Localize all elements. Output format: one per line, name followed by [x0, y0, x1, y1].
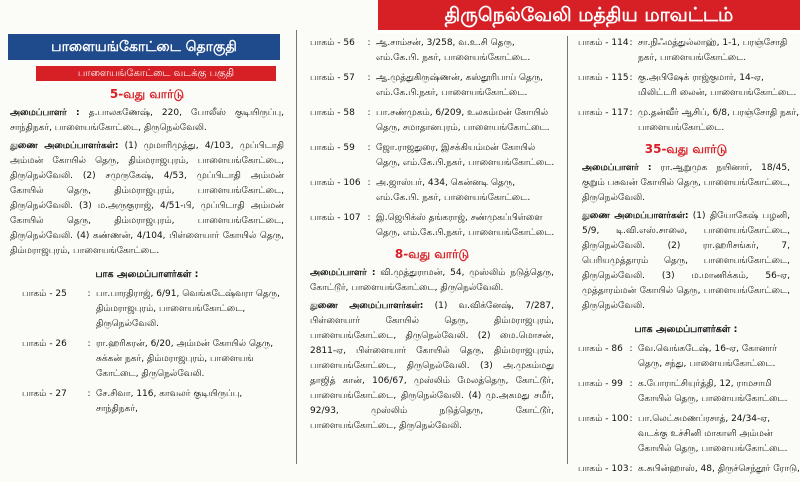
booth-organizer: பா.பாரதிராஜ், 6/91, வெங்கடேஷ்வரா தெரு, திம்மராஜபுரம், பாளையங்கோட்டை, திருநெல்வேலி.: [96, 289, 280, 329]
booth-number: பாகம் - 115: [578, 73, 629, 83]
deputies-text: (1) முமாரிமுத்து, 4/103, முப்பிடாதி அம்மன் கோயில் தெரு, திம்மராஜபுரம், பாளையங்கோட்டை, திருநெல்வேலி. (2) சமுருகேஷ், 4/53, முப்பிடாதி அம்மன் கோயில் தெரு, திம்மராஜபுரம், பாளையங்கோட்டை, திருநெல்வேலி. (3) ம.அருகுராஜ், 4/51-பி, முப்பிடாதி அம்மன் கோயில் தெரு, திம்மராஜபுரம், பாளையங்கோட்டை, திருநெல்வேலி. (4) கண்ணன், 4/104, பிள்ளையார் கோயில் தெரு, திம்மராஜபுரம், பாளையங்கோட்டை.: [10, 141, 284, 256]
organizer-paragraph: [582, 161, 790, 206]
column-1: [0, 30, 294, 422]
booth-number: பாகம் - 26: [22, 339, 67, 349]
deputies-label: துணை அமைப்பாளர்கள்:: [582, 211, 689, 221]
separator: :: [629, 73, 633, 83]
separator: :: [87, 339, 91, 349]
column-divider: [296, 30, 297, 464]
booth-row: [0, 387, 294, 417]
separator: :: [367, 178, 371, 188]
booth-number: பாகம் - 25: [22, 289, 67, 299]
organizer-text: ரா.ஆறுமுக நயினார், 18/45, குறும் பசுவன் கோயில் தெரு, பாளையங்கோட்டை, திருநெல்வேலி.: [582, 163, 790, 203]
district-banner: திருநெல்வேலி மத்திய மாவட்டம்: [378, 0, 800, 33]
separator: :: [629, 344, 633, 354]
booth-number: பாகம் - 58: [310, 108, 355, 118]
separator: :: [629, 38, 633, 48]
column-divider: [567, 36, 568, 464]
deputies-paragraph: [310, 299, 554, 434]
booth-row: [572, 342, 800, 372]
booth-row: [572, 412, 800, 457]
separator: :: [367, 143, 371, 153]
column-3: [572, 36, 800, 482]
booth-organizer: சா.நிஃமத்துல்லாஹ், 1-1, பரஞ்சோதி நகர், பாளையங்கோட்டை.: [638, 38, 788, 63]
deputies-text: (1) தியோகேஷ் பழனி, 5/9, டி.வி.எஸ்.சாலை, பாளையங்கோட்டை, திருநெல்வேலி. (2) ரா.ஹரிசங்கர், 7, பெரியமுத்தாரம் தெரு, பாளையங்கோட்டை, திருநெல்வேலி. (3) ம.மாணிக்கம், 56-ஏ, முத்தாரம்மன் கோயில் தெரு, பாளையங்கோட்டை, திருநெல்வேலி.: [582, 211, 790, 311]
separator: :: [367, 73, 371, 83]
booth-number: பாகம் - 56: [310, 38, 355, 48]
booth-row: [300, 106, 564, 136]
separator: :: [87, 389, 91, 399]
booth-number: பாகம் - 27: [22, 389, 67, 399]
booth-organizer: ஆ.முத்துகிருஷ்ணன், கஸ்தூரிபாய் தெரு, எம்.கே.பி.நகர், பாளையங்கோட்டை.: [376, 73, 544, 98]
deputies-label: துணை அமைப்பாளர்கள்:: [310, 301, 424, 311]
organizer-label: அமைப்பாளர் :: [310, 268, 376, 278]
booth-row: [300, 176, 564, 206]
booth-row: [0, 287, 294, 332]
booth-organizer: பா.சண்முகம், 6/209, உலகம்மன் கோயில் தெரு, சமாதானபுரம், பாளையங்கோட்டை.: [376, 108, 550, 133]
deputies-paragraph: [10, 139, 284, 259]
ward-title: 8-வது வார்டு: [394, 247, 470, 261]
separator: :: [367, 213, 371, 223]
booth-organizer: ஜோ.ராஜதுரை, இசக்கியம்மன் கோயில் தெரு, எம்.கே.பி.நகர், பாளையங்கோட்டை.: [376, 143, 555, 168]
booth-row: [300, 71, 564, 101]
organizer-text: த.பாலகணேஷ், 220, போலீஸ் குடியிருப்பு, சாந்திநகர், பாளையங்கோட்டை, திருநெல்வேலி.: [10, 108, 284, 133]
separator: :: [367, 38, 371, 48]
booth-organizer: வே.வெங்கடேஷ், 16-ஏ, கோனார் தெரு, சந்து, பாளையங்கோட்டை.: [638, 344, 777, 369]
ward-title: 5-வது வார்டு: [109, 87, 185, 101]
booth-number: பாகம் - 57: [310, 73, 355, 83]
constituency-header: பாளையங்கோட்டை தொகுதி: [8, 34, 280, 60]
organizer-label: அமைப்பாளர் :: [582, 163, 652, 173]
deputies-paragraph: [582, 209, 790, 314]
booth-organizer: க.போராட்சியுர்த்தி, 12, ராமசாமி கோயில் தெரு, பாளையங்கோட்டை.: [638, 379, 788, 404]
organizer-label: அமைப்பாளர் :: [10, 108, 80, 118]
separator: :: [629, 414, 633, 424]
booth-organizer: கு.அபிஷேக் ராஜ்குமார், 14-ஏ, மிலிட்டரி லைன், பாளையங்கோட்டை.: [638, 73, 797, 98]
booth-row: [572, 462, 800, 477]
booth-organizer: மு.தன்வீர் ஆசிப், 6/8, பரஞ்சோதி நகர், பாளையங்கோட்டை.: [638, 108, 800, 133]
booth-number: பாகம் - 117: [578, 108, 629, 118]
booth-number: பாகம் - 59: [310, 143, 355, 153]
booth-row: [572, 71, 800, 101]
separator: :: [629, 108, 633, 118]
ward-title: 35-வது வார்டு: [644, 142, 728, 156]
booth-organizer: பா.லெட்சுமணப்ரசாத், 24/34-ஏ, வடக்கு உச்சினி மாகாளி அம்மன் கோயில் தெரு, பாளையங்கோட்டை.: [638, 414, 788, 454]
booth-organizer: ஆ.சாம்சன், 3/258, வ.உ.சி தெரு, எம்.கே.பி. நகர், பாளையங்கோட்டை.: [376, 38, 531, 63]
area-subheader: பாளையங்கோட்டை வடக்கு பகுதி: [36, 66, 276, 81]
booth-row: [300, 36, 564, 66]
separator: :: [629, 464, 633, 474]
separator: :: [367, 108, 371, 118]
booth-organizer: சே.சிவா, 116, காவலர் குடியிருப்பு, சாந்திநகர்,: [96, 389, 243, 414]
booth-number: பாகம் - 106: [310, 178, 361, 188]
booth-row: [572, 36, 800, 66]
booth-row: [0, 337, 294, 382]
booth-organizer: அ.ஜாஸ்பர், 434, கென்னடி தெரு, எம்.கே.பி. நகர், பாளையங்கோட்டை.: [376, 178, 531, 203]
organizer-paragraph: [310, 266, 554, 296]
separator: :: [629, 379, 633, 389]
booth-number: பாகம் - 100: [578, 414, 629, 424]
column-2: [300, 36, 564, 437]
booth-organizers-heading: பாக அமைப்பாளர்கள் :: [634, 324, 738, 335]
separator: :: [87, 289, 91, 299]
booth-number: பாகம் - 99: [578, 379, 623, 389]
organizer-paragraph: [10, 106, 284, 136]
booth-number: பாகம் - 114: [578, 38, 629, 48]
booth-row: [300, 141, 564, 171]
booth-number: பாகம் - 103: [578, 464, 629, 474]
booth-row: [572, 377, 800, 407]
booth-row: [572, 106, 800, 136]
booth-row: [300, 211, 564, 241]
booth-organizer: க.சுபின்ஹாஸ், 48, திருச்செந்தூர் ரோடு,: [638, 464, 800, 474]
booth-organizer: இ.ஜெபிக்ஸ் தங்கராஜ், சண்முகப்பிள்ளை தெரு, எம்.கே.பி.நகர், பாளையங்கோட்டை.: [376, 213, 555, 238]
booth-organizer: ரா.ஹரிகரன், 6/20, அம்மன் கோயில் தெரு, சுக்கன் நகர், திம்மராஜபுரம், பாளையங் கோட்டை, திருநெல்வேலி.: [96, 339, 274, 379]
booth-number: பாகம் - 107: [310, 213, 361, 223]
organizer-text: வி.முத்துராமன், 54, முஸ்லிம் நடுத்தெரு, கோட்டூர், பாளையங்கோட்டை, திருநெல்வேலி.: [310, 268, 554, 293]
deputies-text: (1) வ.விக்னேஷ், 7/287, பிள்ளையார் கோயில் தெரு, திம்மராஜபுரம், பாளையங்கோட்டை, திருநெல்வேலி. (2) மை.மொசன், 2811-ஏ, பிள்ளையார் கோயில் தெரு, திம்மராஜபுரம், பாளையங்கோட்டை, திருநெல்வேலி. (3) அ.முகம்மது தாஜித் கான், 106/67, முஸ்லிம் மேலத்தெரு, கோட்டூர், பாளையங்கோட்டை, திருநெல்வேலி. (4) மு.அகமது சமீர், 92/93, முஸ்லிம் நடுத்தெரு, கோட்டூர், பாளையங்கோட்டை, திருநெல்வேலி.: [310, 301, 554, 431]
booth-number: பாகம் - 86: [578, 344, 623, 354]
deputies-label: துணை அமைப்பாளர்கள்:: [10, 141, 119, 151]
booth-organizers-heading: பாக அமைப்பாளர்கள் :: [95, 269, 199, 280]
